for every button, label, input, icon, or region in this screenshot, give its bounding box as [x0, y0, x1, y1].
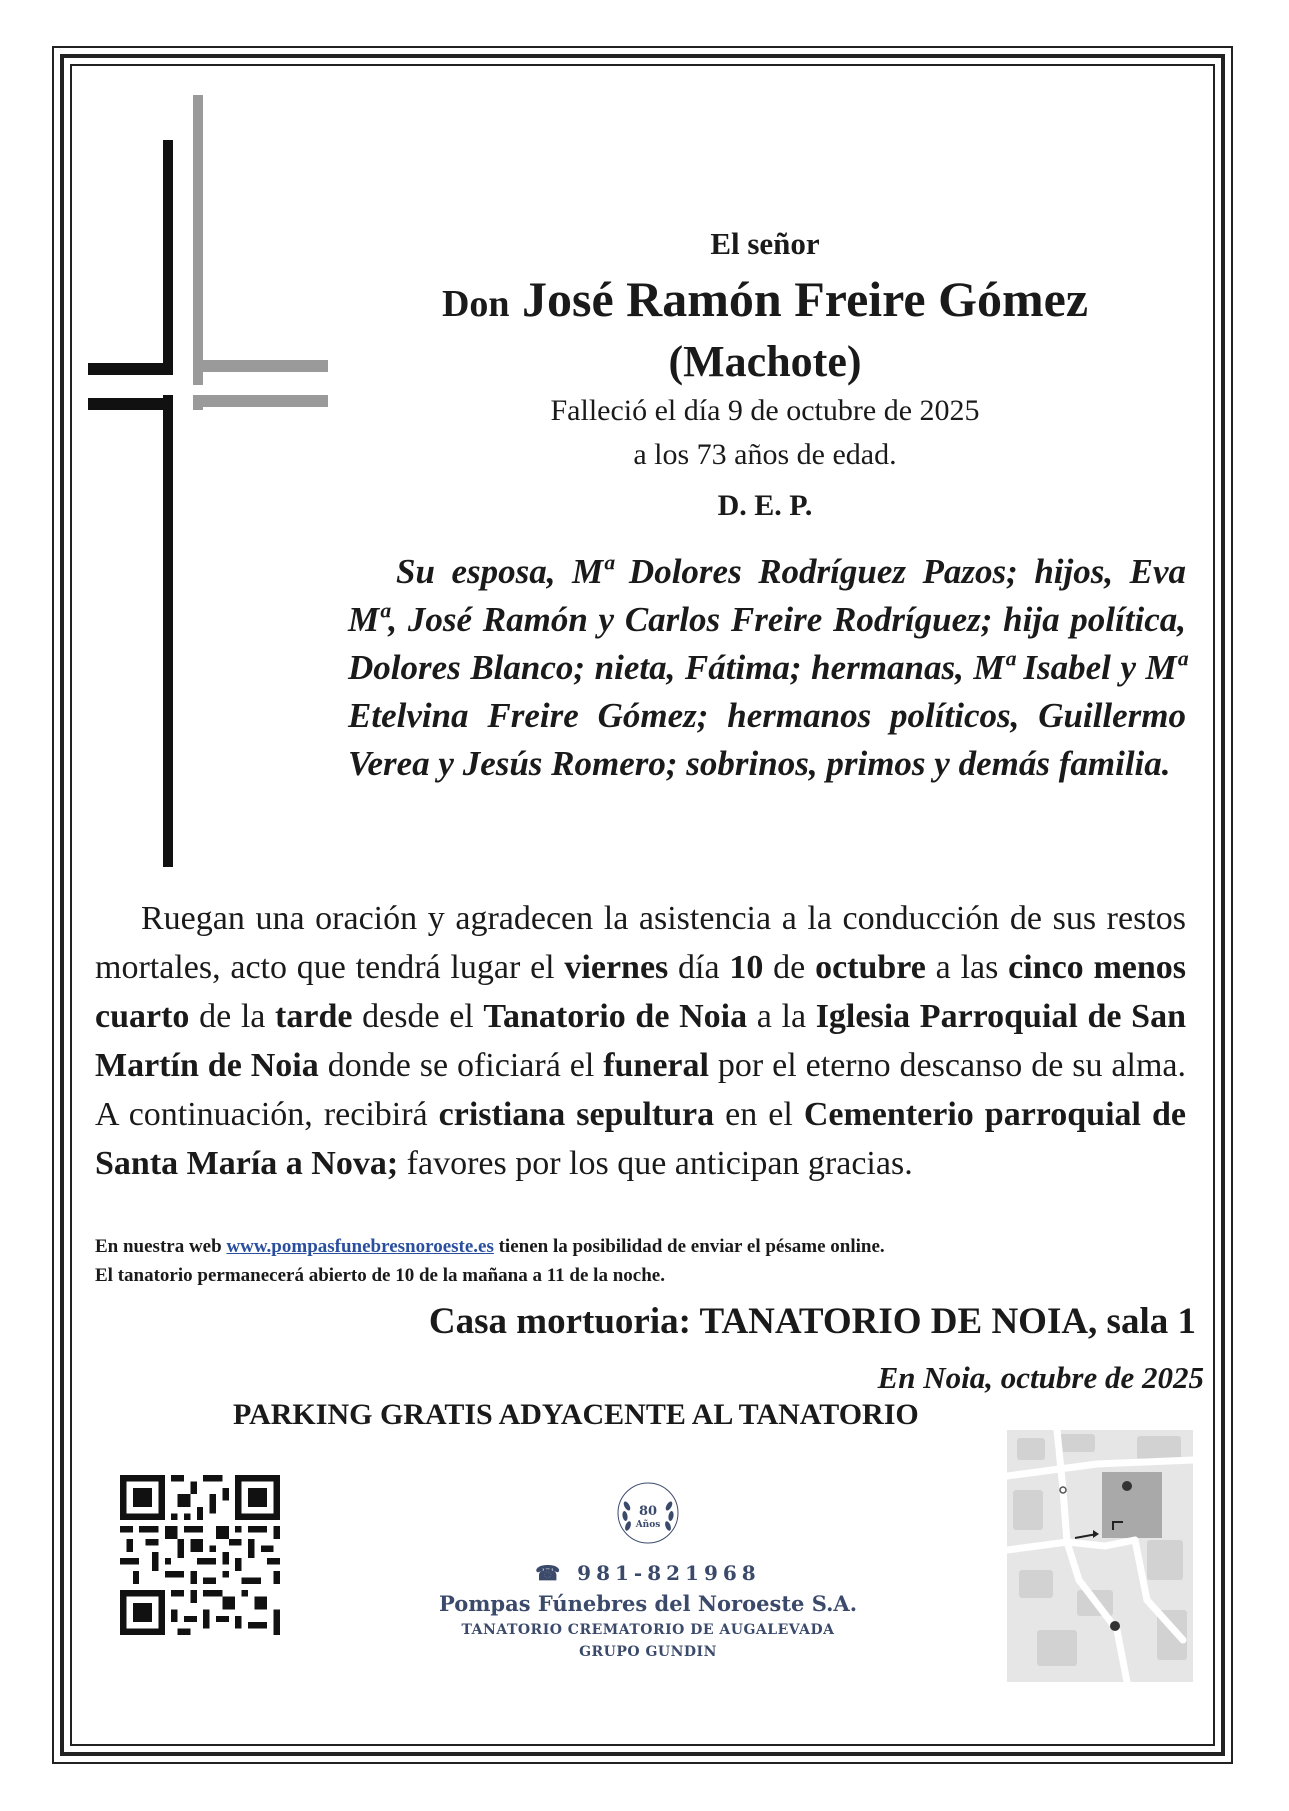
funeral-home: Casa mortuoria: TANATORIO DE NOIA, sala 1 [428, 1301, 1196, 1342]
ceremony-text [95, 894, 1186, 1188]
ceremony-part: Ruegan una oración y agradecen la asistencia a la conducción de sus restos mortales, acto que tendrá lugar el [95, 900, 1186, 986]
ceremony-part: desde el [352, 998, 484, 1035]
phone-icon: ☎ [535, 1561, 566, 1585]
ceremony-part: a las [925, 949, 1009, 986]
cross-icon [88, 95, 328, 875]
ceremony-day: viernes [564, 949, 669, 986]
badge-word: Años [635, 1520, 661, 1530]
ceremony-part: favores por los que anticipan gracias. [398, 1145, 913, 1182]
ceremony-burial: cristiana sepultura [438, 1096, 715, 1133]
ceremony-date-day: 10 [729, 949, 764, 986]
qr-code[interactable] [120, 1475, 280, 1635]
website-link[interactable]: www.pompasfunebresnoroeste.es [226, 1236, 494, 1257]
family-list: Su esposa, Mª Dolores Rodríguez Pazos; hijos, Eva Mª, José Ramón y Carlos Freire Rodríguez; hija política, Dolores Blanco; nieta, Fátima; hermanas, Mª Isabel y Mª Etelvina Freire Gómez; hermanos políticos, Guillermo Verea y Jesús Romero; sobrinos, primos y demás familia. [348, 552, 1186, 783]
hours-note: El tanatorio permanecerá abierto de 10 de la mañana a 11 de la noche. [95, 1265, 665, 1286]
web-prefix: En nuestra web [95, 1236, 227, 1257]
full-name: José Ramón Freire Gómez [522, 271, 1089, 327]
web-note [95, 1232, 1215, 1261]
dep-text: D. E. P. [717, 489, 813, 522]
phone-line [418, 1559, 878, 1587]
parking-note: PARKING GRATIS ADYACENTE AL TANATORIO [233, 1398, 919, 1431]
deceased-header [330, 220, 1200, 531]
ceremony-church: Iglesia Parroquial de San Martín de Noia [95, 998, 1187, 1084]
age: a los 73 años de edad. [633, 438, 897, 471]
ceremony-part: de [763, 949, 816, 986]
ceremony-time: cinco menos cuarto [95, 949, 1187, 1035]
web-suffix: tienen la posibilidad de enviar el pésame online. [493, 1236, 885, 1257]
nickname: (Machote) [668, 337, 862, 386]
deceased-name [330, 268, 1200, 335]
ceremony-part: por el eterno descanso de su alma. A continuación, recibirá [95, 1047, 1186, 1133]
ceremony-origin: Tanatorio de Noia [483, 998, 748, 1035]
phone-number[interactable]: 981-821968 [577, 1561, 761, 1585]
place-date: En Noia, octubre de 2025 [877, 1360, 1204, 1395]
intro-text: El señor [710, 226, 820, 261]
badge-number: 80 [638, 1504, 658, 1519]
company-block [418, 1478, 878, 1663]
ceremony-part: de la [189, 998, 276, 1035]
ceremony-month: octubre [815, 949, 926, 986]
ceremony-cemetery: Cementerio parroquial de Santa María a Nova; [95, 1096, 1186, 1182]
location-map[interactable] [1007, 1430, 1193, 1682]
ceremony-part: a la [747, 998, 816, 1035]
company-line1: TANATORIO CREMATORIO DE AUGALEVADA [461, 1622, 835, 1638]
death-date: Falleció el día 9 de octubre de 2025 [550, 394, 980, 427]
info-notes [95, 1232, 1215, 1290]
ceremony-part: día [668, 949, 730, 986]
ceremony-part: en el [714, 1096, 804, 1133]
ceremony-part: donde se oficiará el [318, 1047, 604, 1084]
ceremony-period: tarde [275, 998, 353, 1035]
company-name: Pompas Fúnebres del Noroeste S.A. [438, 1591, 858, 1616]
honorific: Don [441, 283, 510, 325]
ceremony-funeral: funeral [603, 1047, 709, 1084]
company-line2: GRUPO GUNDIN [579, 1644, 717, 1660]
anniversary-badge [613, 1478, 683, 1548]
